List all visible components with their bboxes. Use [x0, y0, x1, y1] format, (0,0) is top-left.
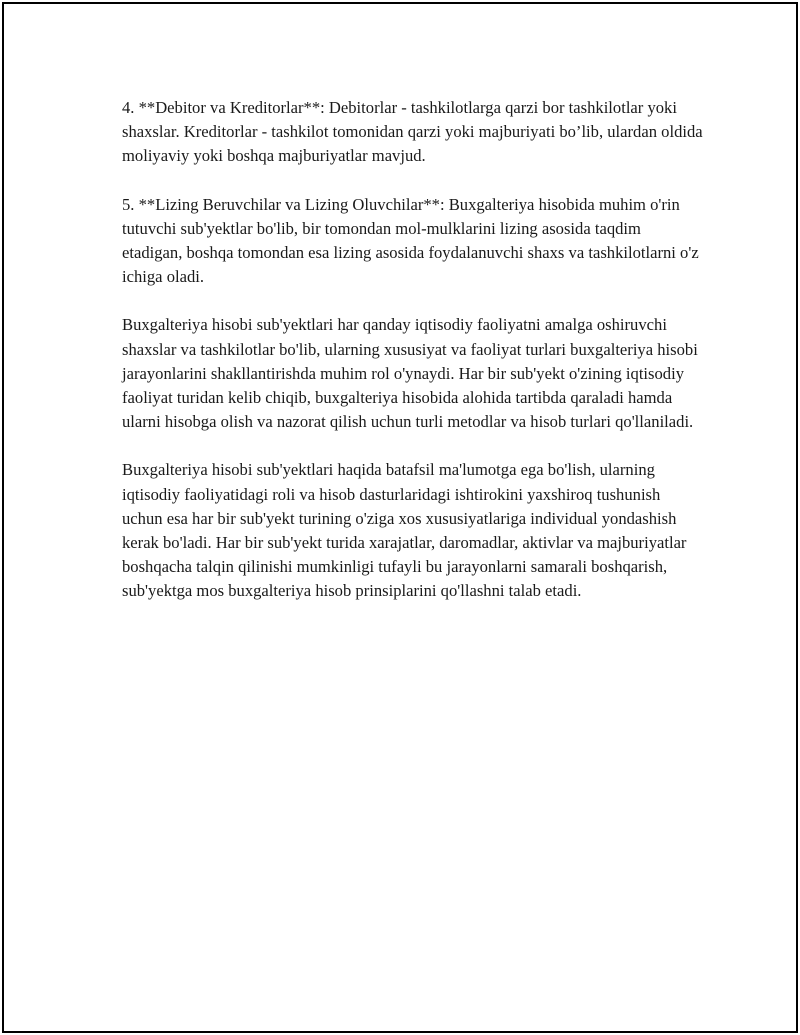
paragraph-debitors-creditors: 4. **Debitor va Kreditorlar**: Debitorlar - tashkilotlarga qarzi bor tashkilotlar yoki shaxslar. Kreditorlar - tashkilot tomonidan qarzi yoki majburiyati bo’lib, ulardan oldida moliyaviy yoki boshqa majburiyatlar mavjud.	[122, 98, 703, 166]
page-frame	[2, 2, 798, 1033]
document-body	[122, 96, 704, 628]
paragraph-leasing: 5. **Lizing Beruvchilar va Lizing Oluvchilar**: Buxgalteriya hisobida muhim o'rin tutuvchi sub'yektlar bo'lib, bir tomondan mol-mulklarini lizing asosida taqdim etadigan, boshqa tomondan esa lizing asosida foydalanuvchi shaxs va tashkilotlarni o'z ichiga oladi.	[122, 194, 699, 287]
paragraph-accounting-subjects: Buxgalteriya hisobi sub'yektlari har qanday iqtisodiy faoliyatni amalga oshiruvchi shaxslar va tashkilotlar bo'lib, ularning xususiyat va faoliyat turlari buxgalteriya hisobi jarayonlarini shakllantirishda muhim rol o'ynaydi. Har bir sub'yekt o'zining iqtisodiy faoliyat turidan kelib chiqib, buxgalteriya hisobida alohida tartibda qaraladi hamda ularni hisobga olish va nazorat qilish uchun turli metodlar va hisob turlari qo'llaniladi.	[122, 315, 698, 432]
paragraph-detailed-information: Buxgalteriya hisobi sub'yektlari haqida batafsil ma'lumotga ega bo'lish, ularning iqtisodiy faoliyatidagi roli va hisob dasturlaridagi ishtirokini yaxshiroq tushunish uchun esa har bir sub'yekt turining o'ziga xos xususiyatlariga individual yondashish kerak bo'ladi. Har bir sub'yekt turida xarajatlar, daromadlar, aktivlar va majburiyatlar boshqacha talqin qilinishi mumkinligi tufayli bu jarayonlarni samarali boshqarish, sub'yektga mos buxgalteriya hisob prinsiplarini qo'llashni talab etadi.	[122, 460, 687, 601]
